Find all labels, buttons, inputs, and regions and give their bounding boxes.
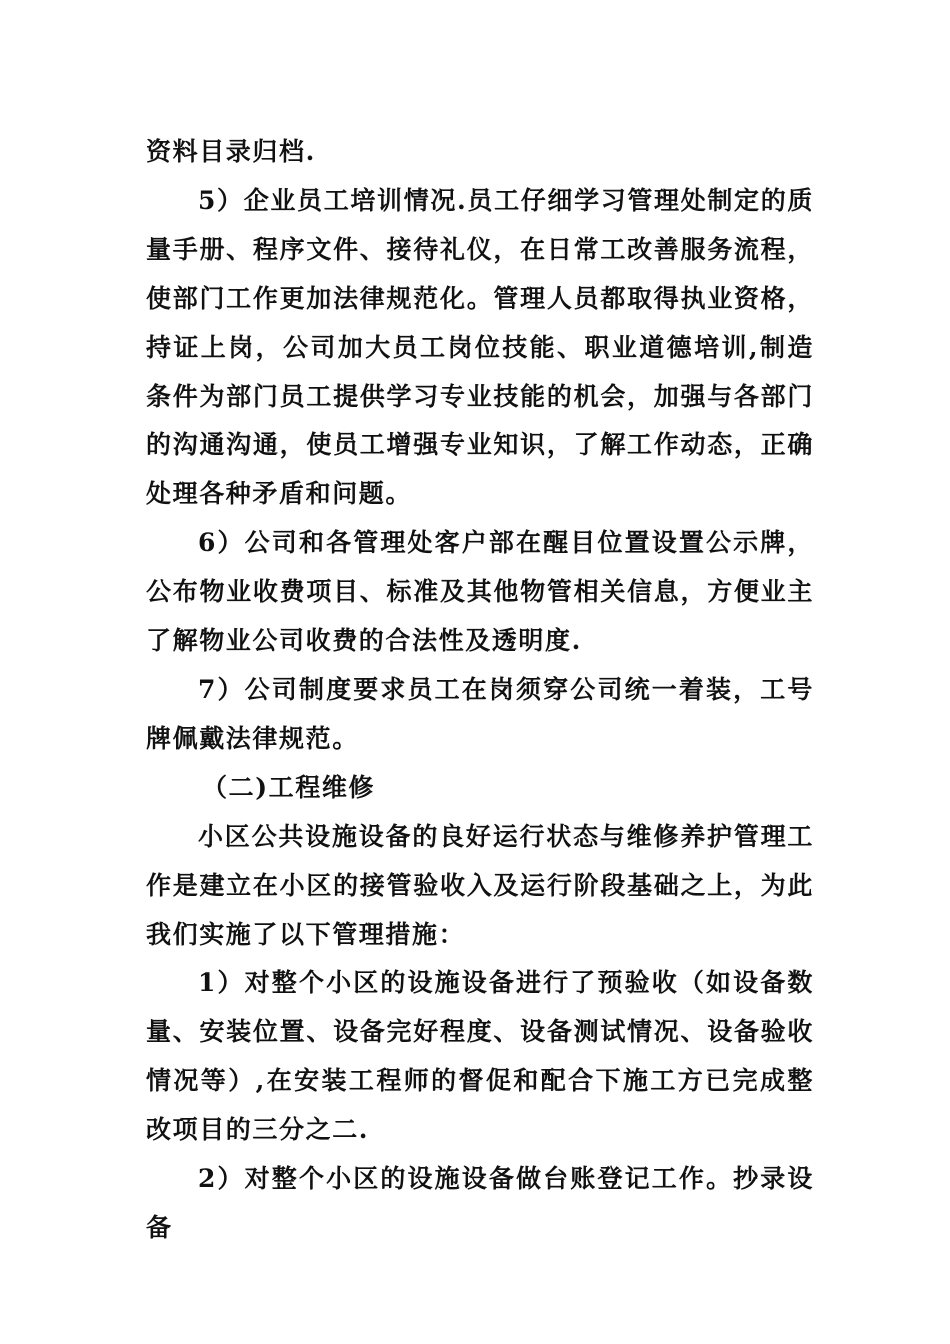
paragraph-item-5-staff-training: 5）企业员工培训情况.员工仔细学习管理处制定的质量手册、程序文件、接待礼仪，在日常工改善服务流程，使部门工作更加法律规范化。管理人员都取得执业资格，持证上岗，公司加大员工岗位技能、职业道德培训,制造条件为部门员工提供学习专业技能的机会，加强与各部门的沟通沟通，使员工增强专业知识，了解工作动态，正确处理各种矛盾和问题。 <box>146 185 814 509</box>
paragraph-item-6-notice-board: 6）公司和各管理处客户部在醒目位置设置公示牌，公布物业收费项目、标准及其他物管相关信息，方便业主了解物业公司收费的合法性及透明度. <box>146 528 814 656</box>
document-page <box>146 128 814 1253</box>
paragraph-item-1-pre-acceptance: 1）对整个小区的设施设备进行了预验收（如设备数量、安装位置、设备完好程度、设备测试情况、设备验收情况等）,在安装工程师的督促和配合下施工方已完成整改项目的三分之二. <box>146 968 814 1145</box>
paragraph-continuation: 资料目录归档. <box>146 137 316 166</box>
paragraph-item-2-ledger: 2）对整个小区的设施设备做台账登记工作。抄录设备 <box>146 1164 814 1242</box>
paragraph-item-7-uniform: 7）公司制度要求员工在岗须穿公司统一着装，工号牌佩戴法律规范。 <box>146 674 814 753</box>
section-heading-engineering-maintenance: （二)工程维修 <box>202 772 376 802</box>
paragraph-section-intro: 小区公共设施设备的良好运行状态与维修养护管理工作是建立在小区的接管验收入及运行阶段基础之上，为此我们实施了以下管理措施： <box>146 821 814 949</box>
